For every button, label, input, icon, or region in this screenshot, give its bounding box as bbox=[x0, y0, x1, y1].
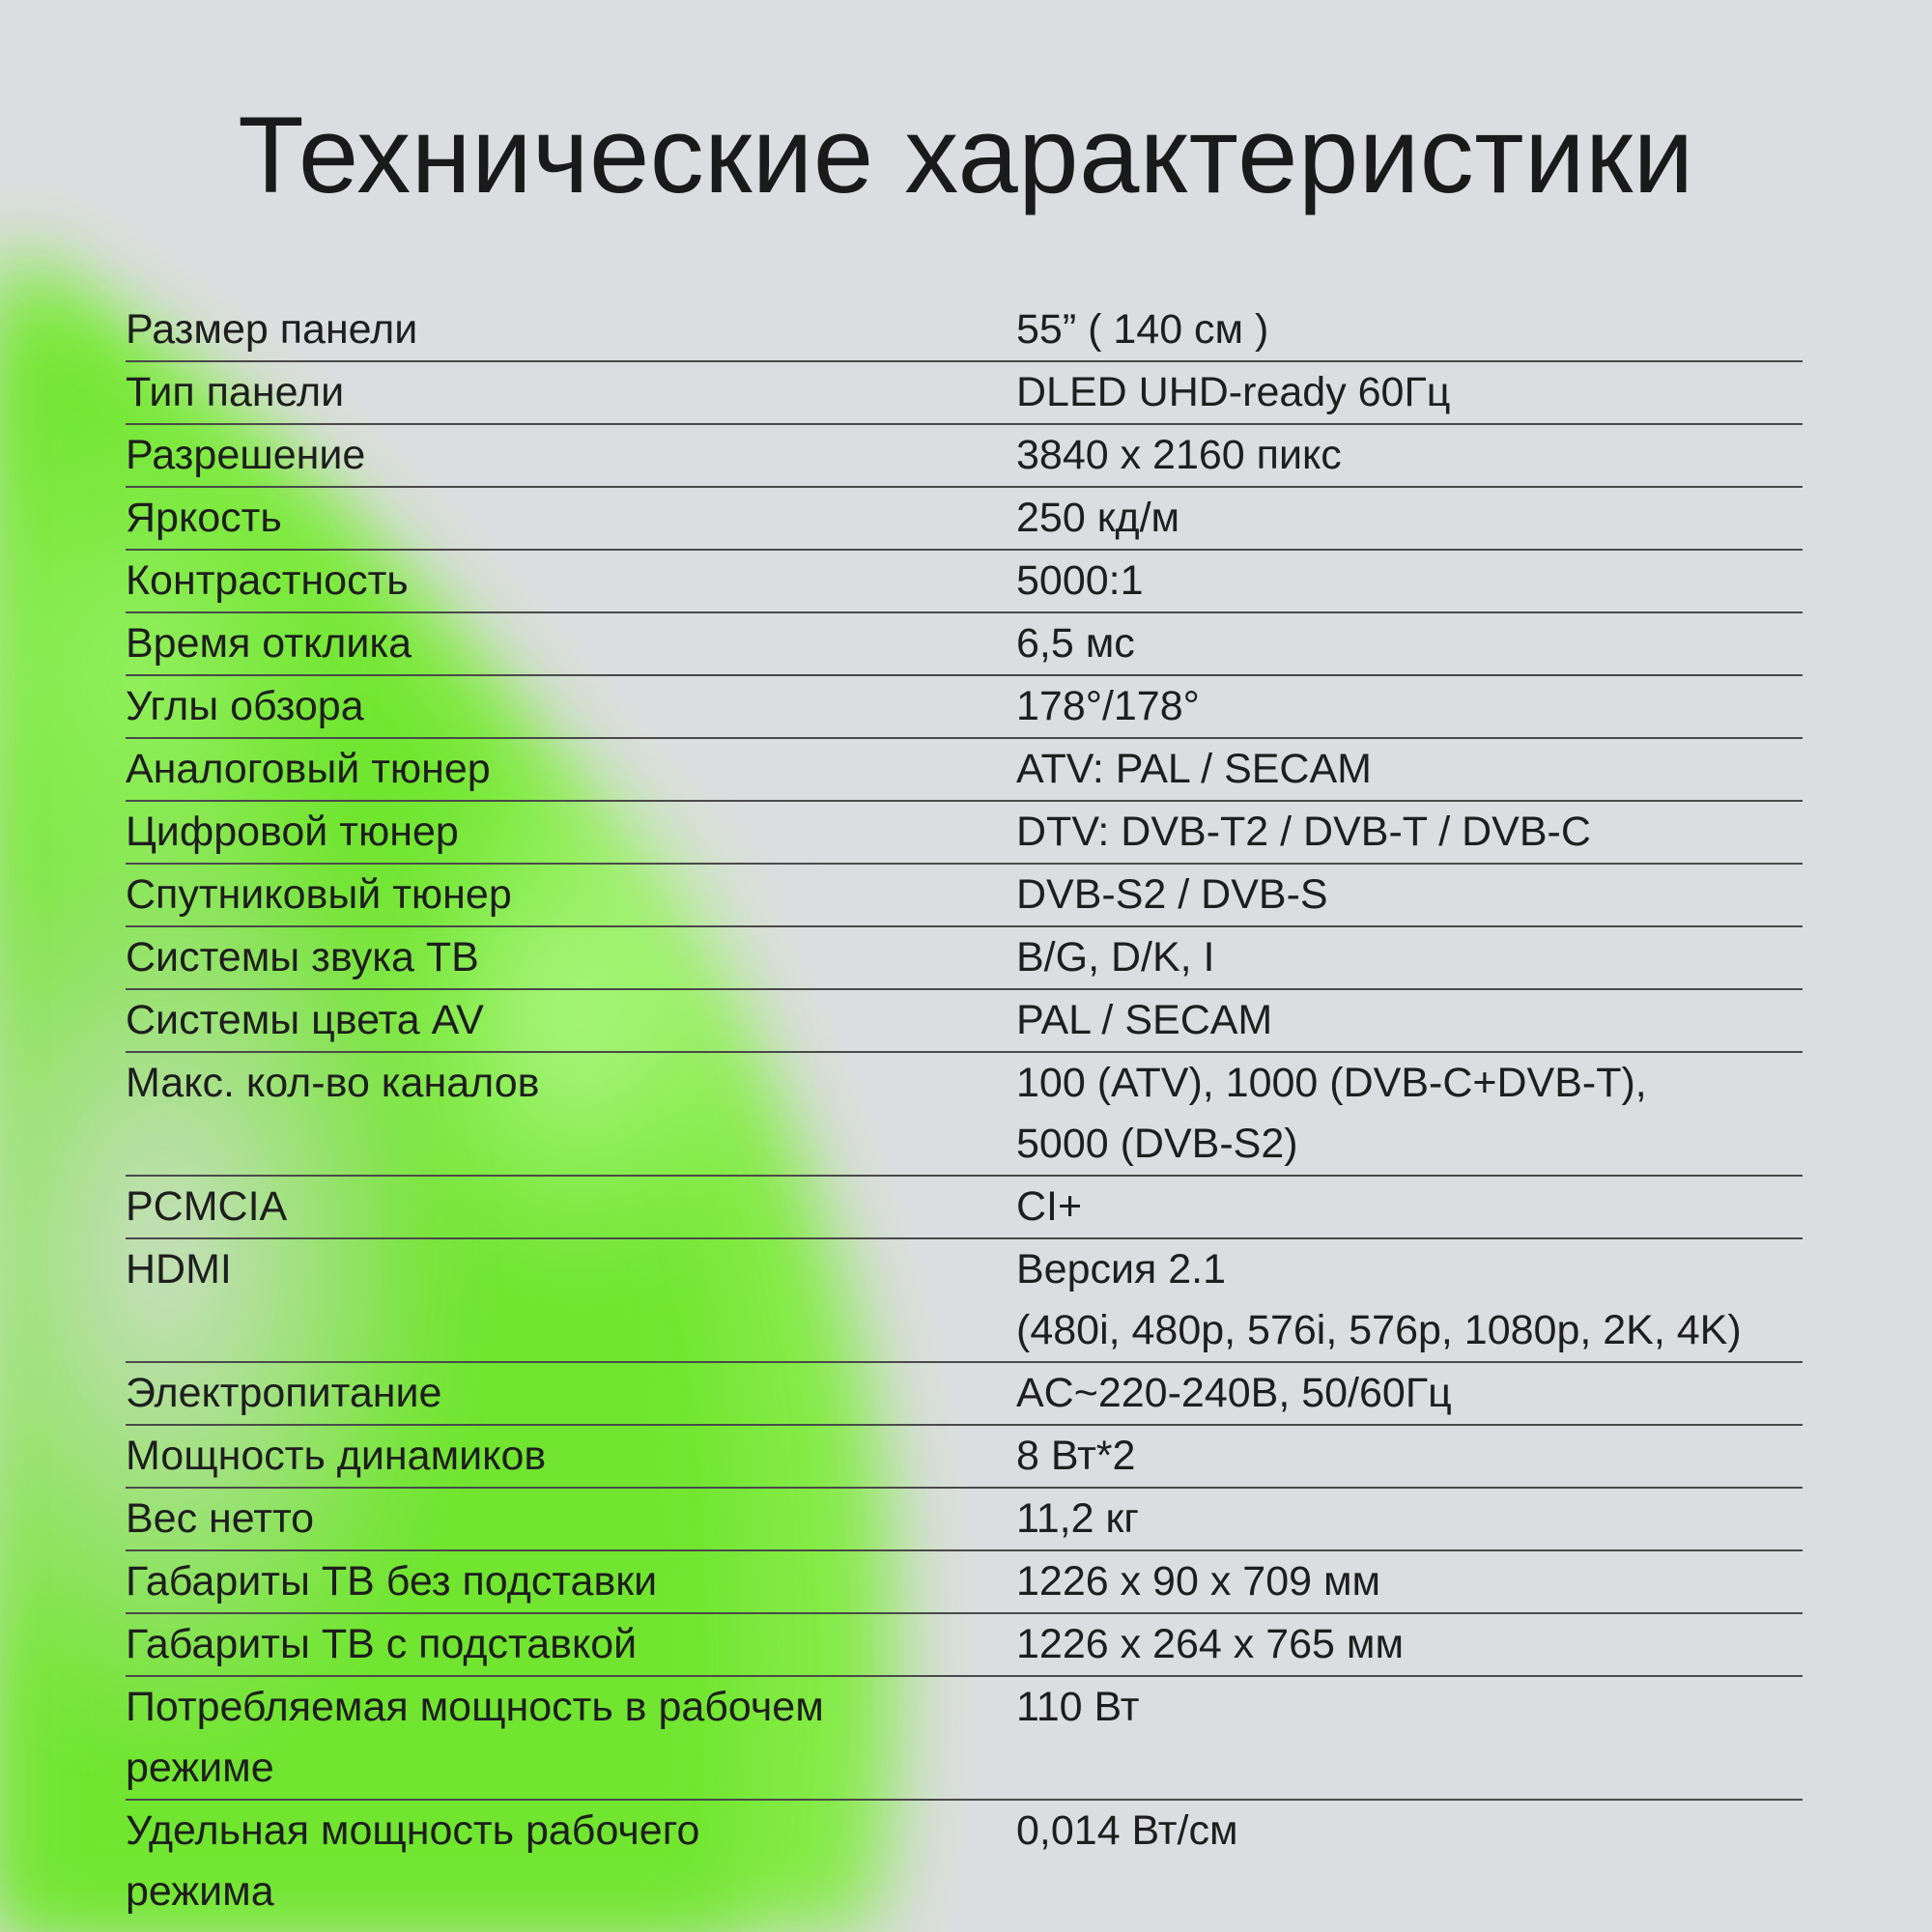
spec-value bbox=[1016, 1801, 1803, 1922]
spec-value-text: 11,2 кг bbox=[1016, 1495, 1139, 1542]
spec-label-text: Мощность динамиков bbox=[126, 1433, 547, 1479]
spec-label-text: Размер панели bbox=[126, 306, 418, 353]
spec-value-text: Версия 2.1 bbox=[1016, 1246, 1227, 1293]
spec-value-text: 0,014 Вт/см bbox=[1016, 1807, 1238, 1854]
spec-label bbox=[126, 739, 1016, 800]
spec-label-text: PCMCIA bbox=[126, 1183, 288, 1230]
spec-label bbox=[126, 1426, 1016, 1487]
spec-label-text: Габариты ТВ без подставки bbox=[126, 1558, 658, 1605]
spec-value-text: AC~220-240В, 50/60Гц bbox=[1016, 1370, 1452, 1416]
spec-value-text: CI+ bbox=[1016, 1183, 1083, 1230]
spec-value bbox=[1016, 1614, 1803, 1675]
spec-label bbox=[126, 425, 1016, 486]
spec-value bbox=[1016, 739, 1803, 800]
spec-label bbox=[126, 362, 1016, 423]
spec-label bbox=[126, 551, 1016, 611]
spec-value bbox=[1016, 1426, 1803, 1487]
spec-value bbox=[1016, 1239, 1803, 1361]
spec-label-text: Вес нетто bbox=[126, 1495, 315, 1542]
spec-row bbox=[126, 488, 1803, 551]
spec-row bbox=[126, 613, 1803, 676]
spec-value-text: 110 Вт bbox=[1016, 1684, 1140, 1730]
spec-value bbox=[1016, 551, 1803, 611]
spec-value bbox=[1016, 1677, 1803, 1799]
spec-row bbox=[126, 362, 1803, 425]
spec-row bbox=[126, 1614, 1803, 1677]
spec-value-text: 8 Вт*2 bbox=[1016, 1433, 1136, 1479]
spec-row bbox=[126, 802, 1803, 865]
spec-value-text-line2: 5000 (DVB-S2) bbox=[1016, 1121, 1298, 1167]
spec-label-text: Аналоговый тюнер bbox=[126, 746, 491, 792]
spec-value bbox=[1016, 299, 1803, 360]
spec-row bbox=[126, 299, 1803, 362]
spec-value-text: 55” ( 140 см ) bbox=[1016, 306, 1269, 353]
spec-value bbox=[1016, 362, 1803, 423]
spec-label bbox=[126, 1677, 1016, 1799]
spec-value bbox=[1016, 1551, 1803, 1612]
spec-value-text-line2: (480i, 480p, 576i, 576p, 1080p, 2K, 4K) bbox=[1016, 1307, 1742, 1353]
spec-value-text: 5000:1 bbox=[1016, 557, 1144, 604]
spec-label-text: Удельная мощность рабочего bbox=[126, 1807, 700, 1854]
spec-value-text: DLED UHD-ready 60Гц bbox=[1016, 369, 1451, 415]
spec-value bbox=[1016, 990, 1803, 1051]
spec-label bbox=[126, 1363, 1016, 1424]
spec-value-text: 250 кд/м bbox=[1016, 495, 1180, 541]
spec-row bbox=[126, 1239, 1803, 1363]
spec-value bbox=[1016, 488, 1803, 549]
spec-value bbox=[1016, 1363, 1803, 1424]
spec-value-text: PAL / SECAM bbox=[1016, 997, 1273, 1043]
spec-label bbox=[126, 488, 1016, 549]
spec-row bbox=[126, 1551, 1803, 1614]
spec-value bbox=[1016, 1177, 1803, 1237]
spec-row bbox=[126, 927, 1803, 990]
spec-row bbox=[126, 1426, 1803, 1489]
spec-row bbox=[126, 1363, 1803, 1426]
spec-label bbox=[126, 1551, 1016, 1612]
spec-value-text: 178°/178° bbox=[1016, 683, 1200, 729]
spec-row bbox=[126, 865, 1803, 927]
spec-value bbox=[1016, 1053, 1803, 1175]
spec-value-text: 100 (ATV), 1000 (DVB-C+DVB-T), bbox=[1016, 1060, 1647, 1106]
spec-row bbox=[126, 1677, 1803, 1801]
spec-value-text: DVB-S2 / DVB-S bbox=[1016, 871, 1328, 918]
spec-label-text-line2: режима bbox=[126, 1868, 274, 1915]
spec-value bbox=[1016, 676, 1803, 737]
spec-label bbox=[126, 1053, 1016, 1175]
spec-row bbox=[126, 1489, 1803, 1551]
spec-label-text: Потребляемая мощность в рабочем bbox=[126, 1684, 824, 1730]
page-title: Технические характеристики bbox=[238, 95, 1694, 215]
spec-value-text: ATV: PAL / SECAM bbox=[1016, 746, 1372, 792]
spec-value bbox=[1016, 1489, 1803, 1549]
spec-label-text: Системы цвета AV bbox=[126, 997, 484, 1043]
spec-row bbox=[126, 551, 1803, 613]
spec-label-text: Электропитание bbox=[126, 1370, 442, 1416]
spec-label bbox=[126, 1177, 1016, 1237]
spec-label-text: Яркость bbox=[126, 495, 282, 541]
spec-label-text: Тип панели bbox=[126, 369, 345, 415]
spec-label bbox=[126, 1239, 1016, 1361]
spec-label-text-line2: режиме bbox=[126, 1745, 274, 1791]
spec-row bbox=[126, 676, 1803, 739]
spec-label-text: Габариты ТВ с подставкой bbox=[126, 1621, 638, 1667]
spec-label bbox=[126, 613, 1016, 674]
spec-label bbox=[126, 927, 1016, 988]
spec-label bbox=[126, 990, 1016, 1051]
spec-label bbox=[126, 676, 1016, 737]
spec-label bbox=[126, 1489, 1016, 1549]
spec-label-text: Спутниковый тюнер bbox=[126, 871, 512, 918]
spec-label bbox=[126, 802, 1016, 863]
spec-row bbox=[126, 739, 1803, 802]
spec-row bbox=[126, 425, 1803, 488]
spec-row bbox=[126, 1801, 1803, 1922]
spec-value bbox=[1016, 425, 1803, 486]
spec-value-text: B/G, D/K, I bbox=[1016, 934, 1215, 980]
spec-label-text: HDMI bbox=[126, 1246, 232, 1293]
spec-value-text: 1226 x 264 x 765 мм bbox=[1016, 1621, 1405, 1667]
spec-label-text: Углы обзора bbox=[126, 683, 364, 729]
spec-label bbox=[126, 299, 1016, 360]
spec-value bbox=[1016, 865, 1803, 925]
spec-row bbox=[126, 990, 1803, 1053]
spec-label-text: Контрастность bbox=[126, 557, 409, 604]
spec-label bbox=[126, 865, 1016, 925]
spec-value-text: 1226 x 90 x 709 мм bbox=[1016, 1558, 1381, 1605]
spec-value-text: DTV: DVB-T2 / DVB-T / DVB-C bbox=[1016, 809, 1591, 855]
spec-value-text: 3840 x 2160 пикс bbox=[1016, 432, 1342, 478]
spec-label-text: Цифровой тюнер bbox=[126, 809, 459, 855]
spec-label-text: Время отклика bbox=[126, 620, 412, 667]
spec-label-text: Разрешение bbox=[126, 432, 366, 478]
spec-value bbox=[1016, 613, 1803, 674]
spec-value bbox=[1016, 802, 1803, 863]
spec-row bbox=[126, 1177, 1803, 1239]
spec-value bbox=[1016, 927, 1803, 988]
spec-label bbox=[126, 1614, 1016, 1675]
spec-label bbox=[126, 1801, 1016, 1922]
specs-table bbox=[126, 299, 1803, 1922]
spec-value-text: 6,5 мс bbox=[1016, 620, 1135, 667]
spec-label-text: Системы звука ТВ bbox=[126, 934, 479, 980]
spec-row bbox=[126, 1053, 1803, 1177]
spec-label-text: Макс. кол-во каналов bbox=[126, 1060, 540, 1106]
